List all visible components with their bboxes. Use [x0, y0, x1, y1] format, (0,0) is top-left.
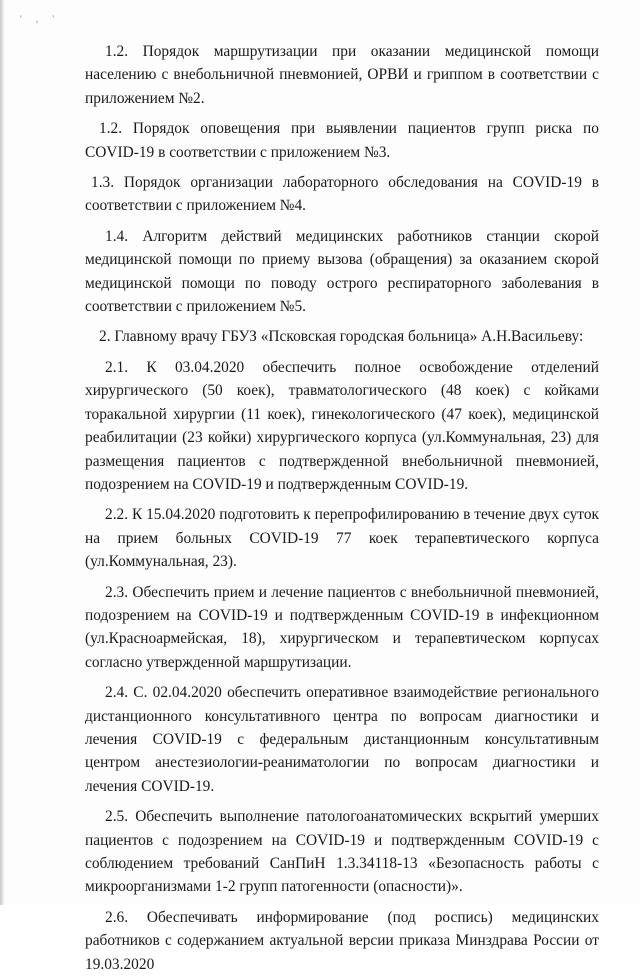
paragraph-2-1: 2.1. К 03.04.2020 обеспечить полное освобождение отделений хирургического (50 коек), травматологического (48 коек) с койками торакальной хирургии (11 коек), гинекологического (47 коек), медицинской реабилитации (23 койки) хирургического корпуса (ул.Коммунальная, 23) для размещения пациентов с подтвержденной внебольничной пневмонией, подозрением на COVID-19 и подтвержденным COVID-19.: [85, 358, 599, 493]
paragraph-1-4-algorithm: 1.4. Алгоритм действий медицинских работников станции скорой медицинской помощи по приему вызова (обращения) за оказанием скорой медицинской помощи по поводу острого респираторного заболевания в соответствии с приложением №5.: [85, 227, 599, 316]
scan-marks: ' , ': [20, 14, 60, 24]
paragraph-1-2-notification: 1.2. Порядок оповещения при выявлении пациентов групп риска по COVID-19 в соответствии с приложением №3.: [85, 120, 599, 161]
paragraph-2-4: 2.4. С. 02.04.2020 обеспечить оперативное взаимодействие регионального дистанционного консультативного центра по вопросам диагностики и лечения COVID-19 с федеральным дистанционным консультативным центром анестезиологии-реаниматологии по вопросам диагностики и лечения COVID-19.: [85, 684, 599, 795]
document-body: [85, 40, 599, 976]
paragraph-2-5: 2.5. Обеспечить выполнение патологоанатомических вскрытий умерших пациентов с подозрением на COVID-19 и подтвержденным COVID-19 с соблюдением требований СанПиН 1.3.34118-13 «Безопасность работы с микроорганизмами 1-2 групп патогенности (опасности)».: [85, 808, 599, 896]
paragraph-2-3: 2.3. Обеспечить прием и лечение пациентов с внебольничной пневмонией, подозрением на COVID-19 и подтвержденным COVID-19 в инфекционном (ул.Красноармейская, 18), хирургическом и терапевтическом корпусах согласно утвержденной маршрутизации.: [85, 583, 599, 671]
paragraph-1-3-lab: 1.3. Порядок организации лабораторного обследования на COVID-19 в соответствии с приложением №4.: [85, 174, 599, 215]
paragraph-2-2: 2.2. К 15.04.2020 подготовить к перепрофилированию в течение двух суток на прием больных COVID-19 77 коек терапевтического корпуса (ул.Коммунальная, 23).: [85, 506, 599, 571]
paragraph-1-2-routing: 1.2. Порядок маршрутизации при оказании медицинской помощи населению с внебольничной пневмонией, ОРВИ и гриппом в соответствии с приложением №2.: [85, 43, 599, 107]
paragraph-2-6: 2.6. Обеспечивать информирование (под роспись) медицинских работников с содержанием актуальной версии приказа Минздрава России от 19.03.2020: [85, 908, 599, 973]
paragraph-2-chief-doctor: 2. Главному врачу ГБУЗ «Псковская городская больница» А.Н.Васильеву:: [99, 328, 584, 346]
scan-edge: [0, 0, 4, 905]
